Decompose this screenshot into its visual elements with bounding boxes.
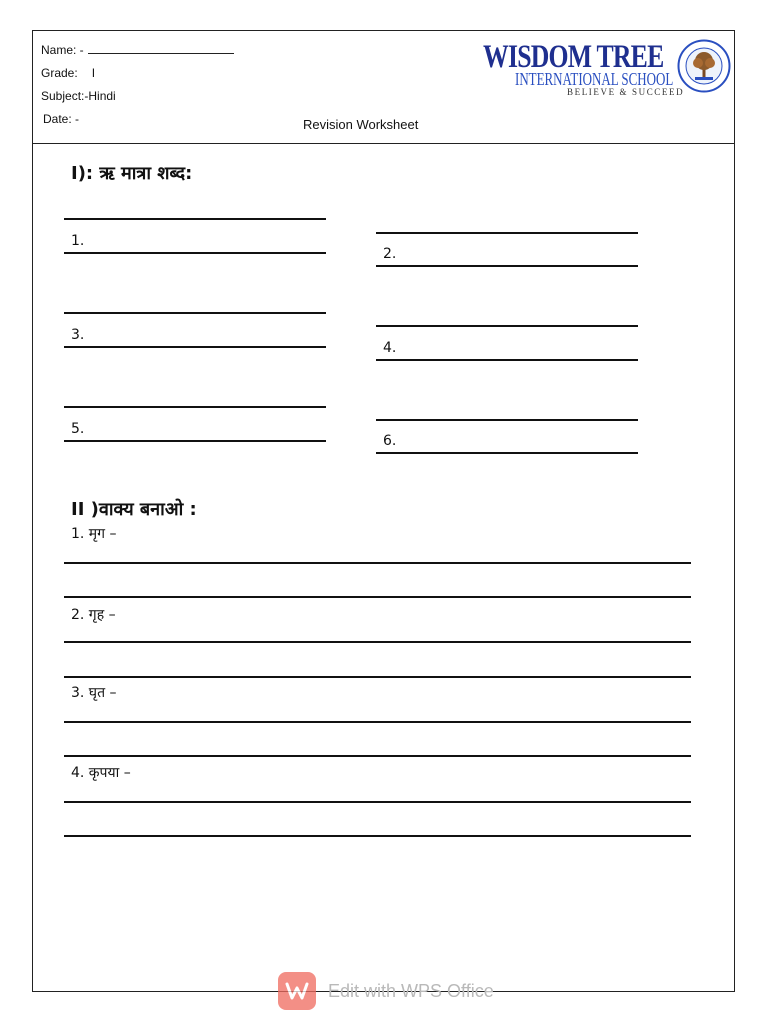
answer-line <box>64 312 326 314</box>
answer-line <box>64 641 691 643</box>
answer-line <box>64 406 326 408</box>
answer-line <box>376 325 638 327</box>
answer-line <box>376 419 638 421</box>
answer-line <box>376 359 638 361</box>
school-seal-tree-icon <box>677 39 731 93</box>
subject-label: Subject:-Hindi <box>41 89 116 103</box>
answer-line <box>64 596 691 598</box>
item-number: 5. <box>71 421 85 437</box>
name-field <box>41 43 234 57</box>
name-label: Name: - <box>41 43 84 57</box>
answer-line <box>64 440 326 442</box>
answer-line <box>64 755 691 757</box>
header-divider <box>33 143 734 144</box>
answer-line <box>376 265 638 267</box>
sentence-item: 4. कृपया – <box>71 765 131 781</box>
item-number: 4. <box>383 340 397 356</box>
answer-line <box>64 252 326 254</box>
answer-line <box>376 232 638 234</box>
item-number: 1. <box>71 233 85 249</box>
worksheet-page <box>32 30 735 992</box>
logo-school-name: WISDOM TREE <box>483 39 664 75</box>
grade-value: I <box>91 66 96 80</box>
answer-line <box>376 452 638 454</box>
section1-heading: I): ऋ मात्रा शब्द: <box>71 163 193 184</box>
answer-line <box>64 676 691 678</box>
sentence-item: 3. घृत – <box>71 685 117 701</box>
logo-school-subname: INTERNATIONAL SCHOOL <box>515 69 674 89</box>
grade-label: Grade: <box>41 66 78 80</box>
worksheet-title: Revision Worksheet <box>303 117 419 132</box>
section2-heading: II )वाक्य बनाओ : <box>71 499 197 520</box>
answer-line <box>64 562 691 564</box>
sentence-item: 1. मृग – <box>71 526 117 542</box>
logo-tagline: BELIEVE & SUCCEED <box>567 87 685 97</box>
wps-watermark <box>278 972 494 1010</box>
wps-office-logo-icon <box>278 972 316 1010</box>
item-number: 3. <box>71 327 85 343</box>
grade-field <box>41 66 95 80</box>
item-number: 6. <box>383 433 397 449</box>
sentence-item: 2. गृह – <box>71 607 116 623</box>
answer-line <box>64 801 691 803</box>
name-blank <box>88 43 234 54</box>
answer-line <box>64 835 691 837</box>
date-label: Date: - <box>43 112 80 126</box>
answer-line <box>64 721 691 723</box>
item-number: 2. <box>383 246 397 262</box>
school-logo <box>481 39 731 101</box>
answer-line <box>64 218 326 220</box>
answer-line <box>64 346 326 348</box>
watermark-text: Edit with WPS Office <box>328 980 494 1001</box>
